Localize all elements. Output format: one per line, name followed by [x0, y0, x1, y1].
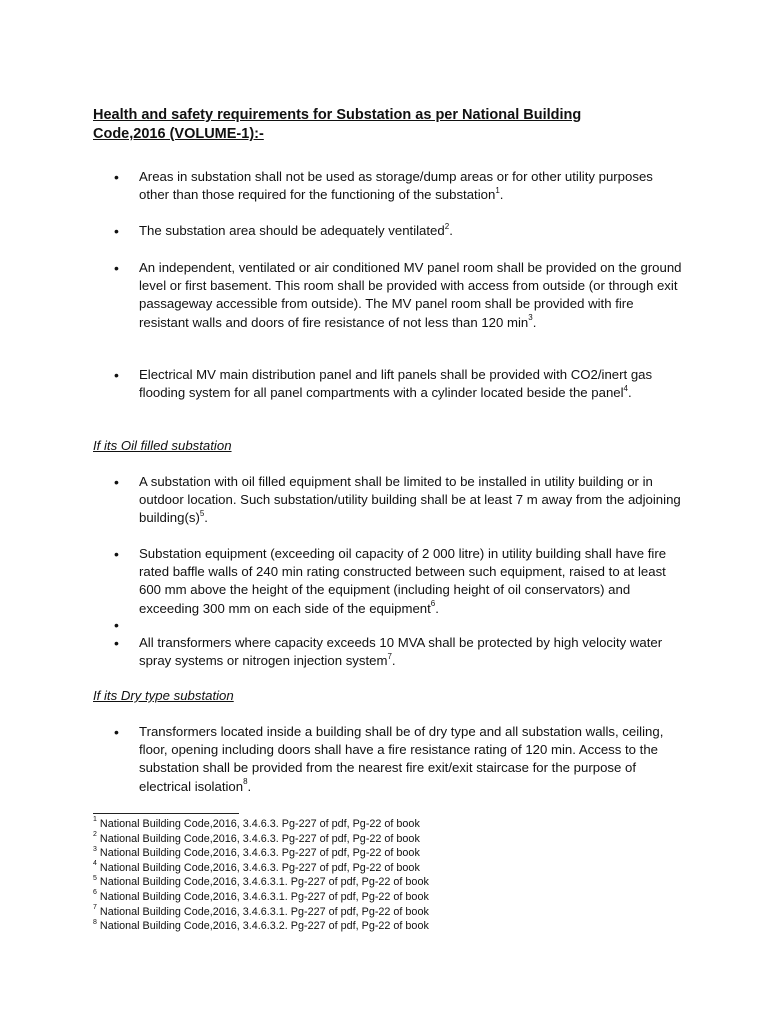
footnote-text: National Building Code,2016, 3.4.6.3.1. Pg-227 of pdf, Pg-22 of book — [99, 905, 429, 918]
item-end: . — [204, 510, 208, 526]
footnotes — [93, 817, 593, 934]
footnote-text: National Building Code,2016, 3.4.6.3.2. Pg-227 of pdf, Pg-22 of book — [99, 920, 429, 933]
footnote-text: National Building Code,2016, 3.4.6.3. Pg-227 of pdf, Pg-22 of book — [99, 847, 420, 860]
footnote-number: 3 — [93, 845, 97, 853]
footnote-text: National Building Code,2016, 3.4.6.3.1. Pg-227 of pdf, Pg-22 of book — [99, 890, 429, 903]
footnote-number: 4 — [93, 860, 97, 868]
footnote-text: National Building Code,2016, 3.4.6.3. Pg-227 of pdf, Pg-22 of book — [99, 832, 420, 845]
footnote — [93, 905, 593, 920]
footnote-text: National Building Code,2016, 3.4.6.3. Pg-227 of pdf, Pg-22 of book — [99, 861, 420, 874]
item-text: Electrical MV main distribution panel and lift panels shall be provided with CO2/inert gas flooding system for all panel compartments with a cylinder located beside the panel — [139, 367, 653, 401]
bullet-icon — [114, 473, 122, 481]
footnote — [93, 832, 593, 847]
item-text: Areas in substation shall not be used as storage/dump areas or for other utility purposes other than those required for the functioning of the substation — [139, 169, 653, 203]
footnote — [93, 875, 593, 890]
bullet-icon — [114, 222, 122, 230]
bullet-icon — [114, 634, 122, 642]
oil-section-heading: If its Oil filled substation — [93, 438, 232, 453]
footnote-ref[interactable]: 4 — [623, 383, 628, 393]
footnote — [93, 890, 593, 905]
footnote — [93, 919, 593, 934]
item-end: . — [247, 778, 252, 794]
footnote-ref[interactable]: 8 — [243, 777, 248, 787]
footnote-number: 1 — [93, 816, 97, 824]
footnote-ref[interactable]: 7 — [387, 651, 392, 661]
item-text: All transformers where capacity exceeds 10 MVA shall be protected by high velocity water spray systems or nitrogen injection system — [139, 635, 663, 669]
footnote — [93, 861, 593, 876]
item-end: . — [449, 223, 453, 238]
footnote-ref[interactable]: 2 — [444, 221, 450, 231]
bullet-icon — [114, 545, 122, 553]
item-text: A substation with oil filled equipment shall be limited to be installed in utility building or in outdoor location. Such substation/utility building shall be at least 7 m away from the adjoining building(s) — [139, 474, 681, 526]
footnote — [93, 846, 593, 861]
footnote-number: 7 — [93, 903, 97, 911]
footnote-ref[interactable]: 3 — [528, 313, 533, 323]
footnote-number: 6 — [93, 889, 97, 897]
footnote-text: National Building Code,2016, 3.4.6.3.1. Pg-227 of pdf, Pg-22 of book — [99, 876, 429, 889]
footnote-text: National Building Code,2016, 3.4.6.3. Pg-227 of pdf, Pg-22 of book — [99, 818, 420, 830]
item-end: . — [532, 314, 537, 330]
item-text: An independent, ventilated or air conditioned MV panel room shall be provided on the ground level or first basement. This room shall be provided with access from outside (or through exit passageway accessible from outside). The MV panel room shall be provided with fire resistant walls and doors of fire resistance of not less than 120 min — [139, 260, 682, 330]
footnote-number: 8 — [93, 918, 97, 926]
footnote — [93, 817, 593, 832]
footnote-ref[interactable]: 5 — [199, 509, 205, 519]
footnote-number: 5 — [93, 874, 97, 882]
item-end: . — [499, 187, 504, 203]
item-text: The substation area should be adequately ventilated — [139, 223, 445, 238]
bullet-icon — [114, 259, 122, 267]
bullet-icon — [114, 723, 122, 731]
dry-section-heading: If its Dry type substation — [93, 688, 234, 703]
item-text: Substation equipment (exceeding oil capacity of 2 000 litre) in utility building shall have fire rated baffle walls of 240 min rating constructed between such equipment, raised to at least 600 mm above the height of the equipment (including height of oil conservators) and exceeding 300 mm on each side of the equipment — [139, 546, 667, 616]
footnote-ref[interactable]: 1 — [495, 185, 500, 195]
bullet-icon — [114, 168, 122, 176]
bullet-icon — [114, 616, 122, 624]
item-text: Transformers located inside a building shall be of dry type and all substation walls, ceiling, floor, opening including doors shall have a fire resistance rating of 120 min. Access to the substation shall be provided from the nearest fire exit/exit staircase for the purpose of electrical isolation — [139, 724, 664, 794]
item-end: . — [628, 385, 632, 401]
footnote-number: 2 — [93, 831, 97, 838]
footnote-separator — [93, 813, 239, 814]
footnote-ref[interactable]: 6 — [430, 599, 436, 609]
bullet-icon — [114, 366, 122, 374]
page-title: Health and safety requirements for Substation as per National Building Code,2016 (VOLUME-1):- — [93, 107, 582, 142]
item-end: . — [435, 600, 439, 616]
item-end: . — [391, 653, 396, 669]
